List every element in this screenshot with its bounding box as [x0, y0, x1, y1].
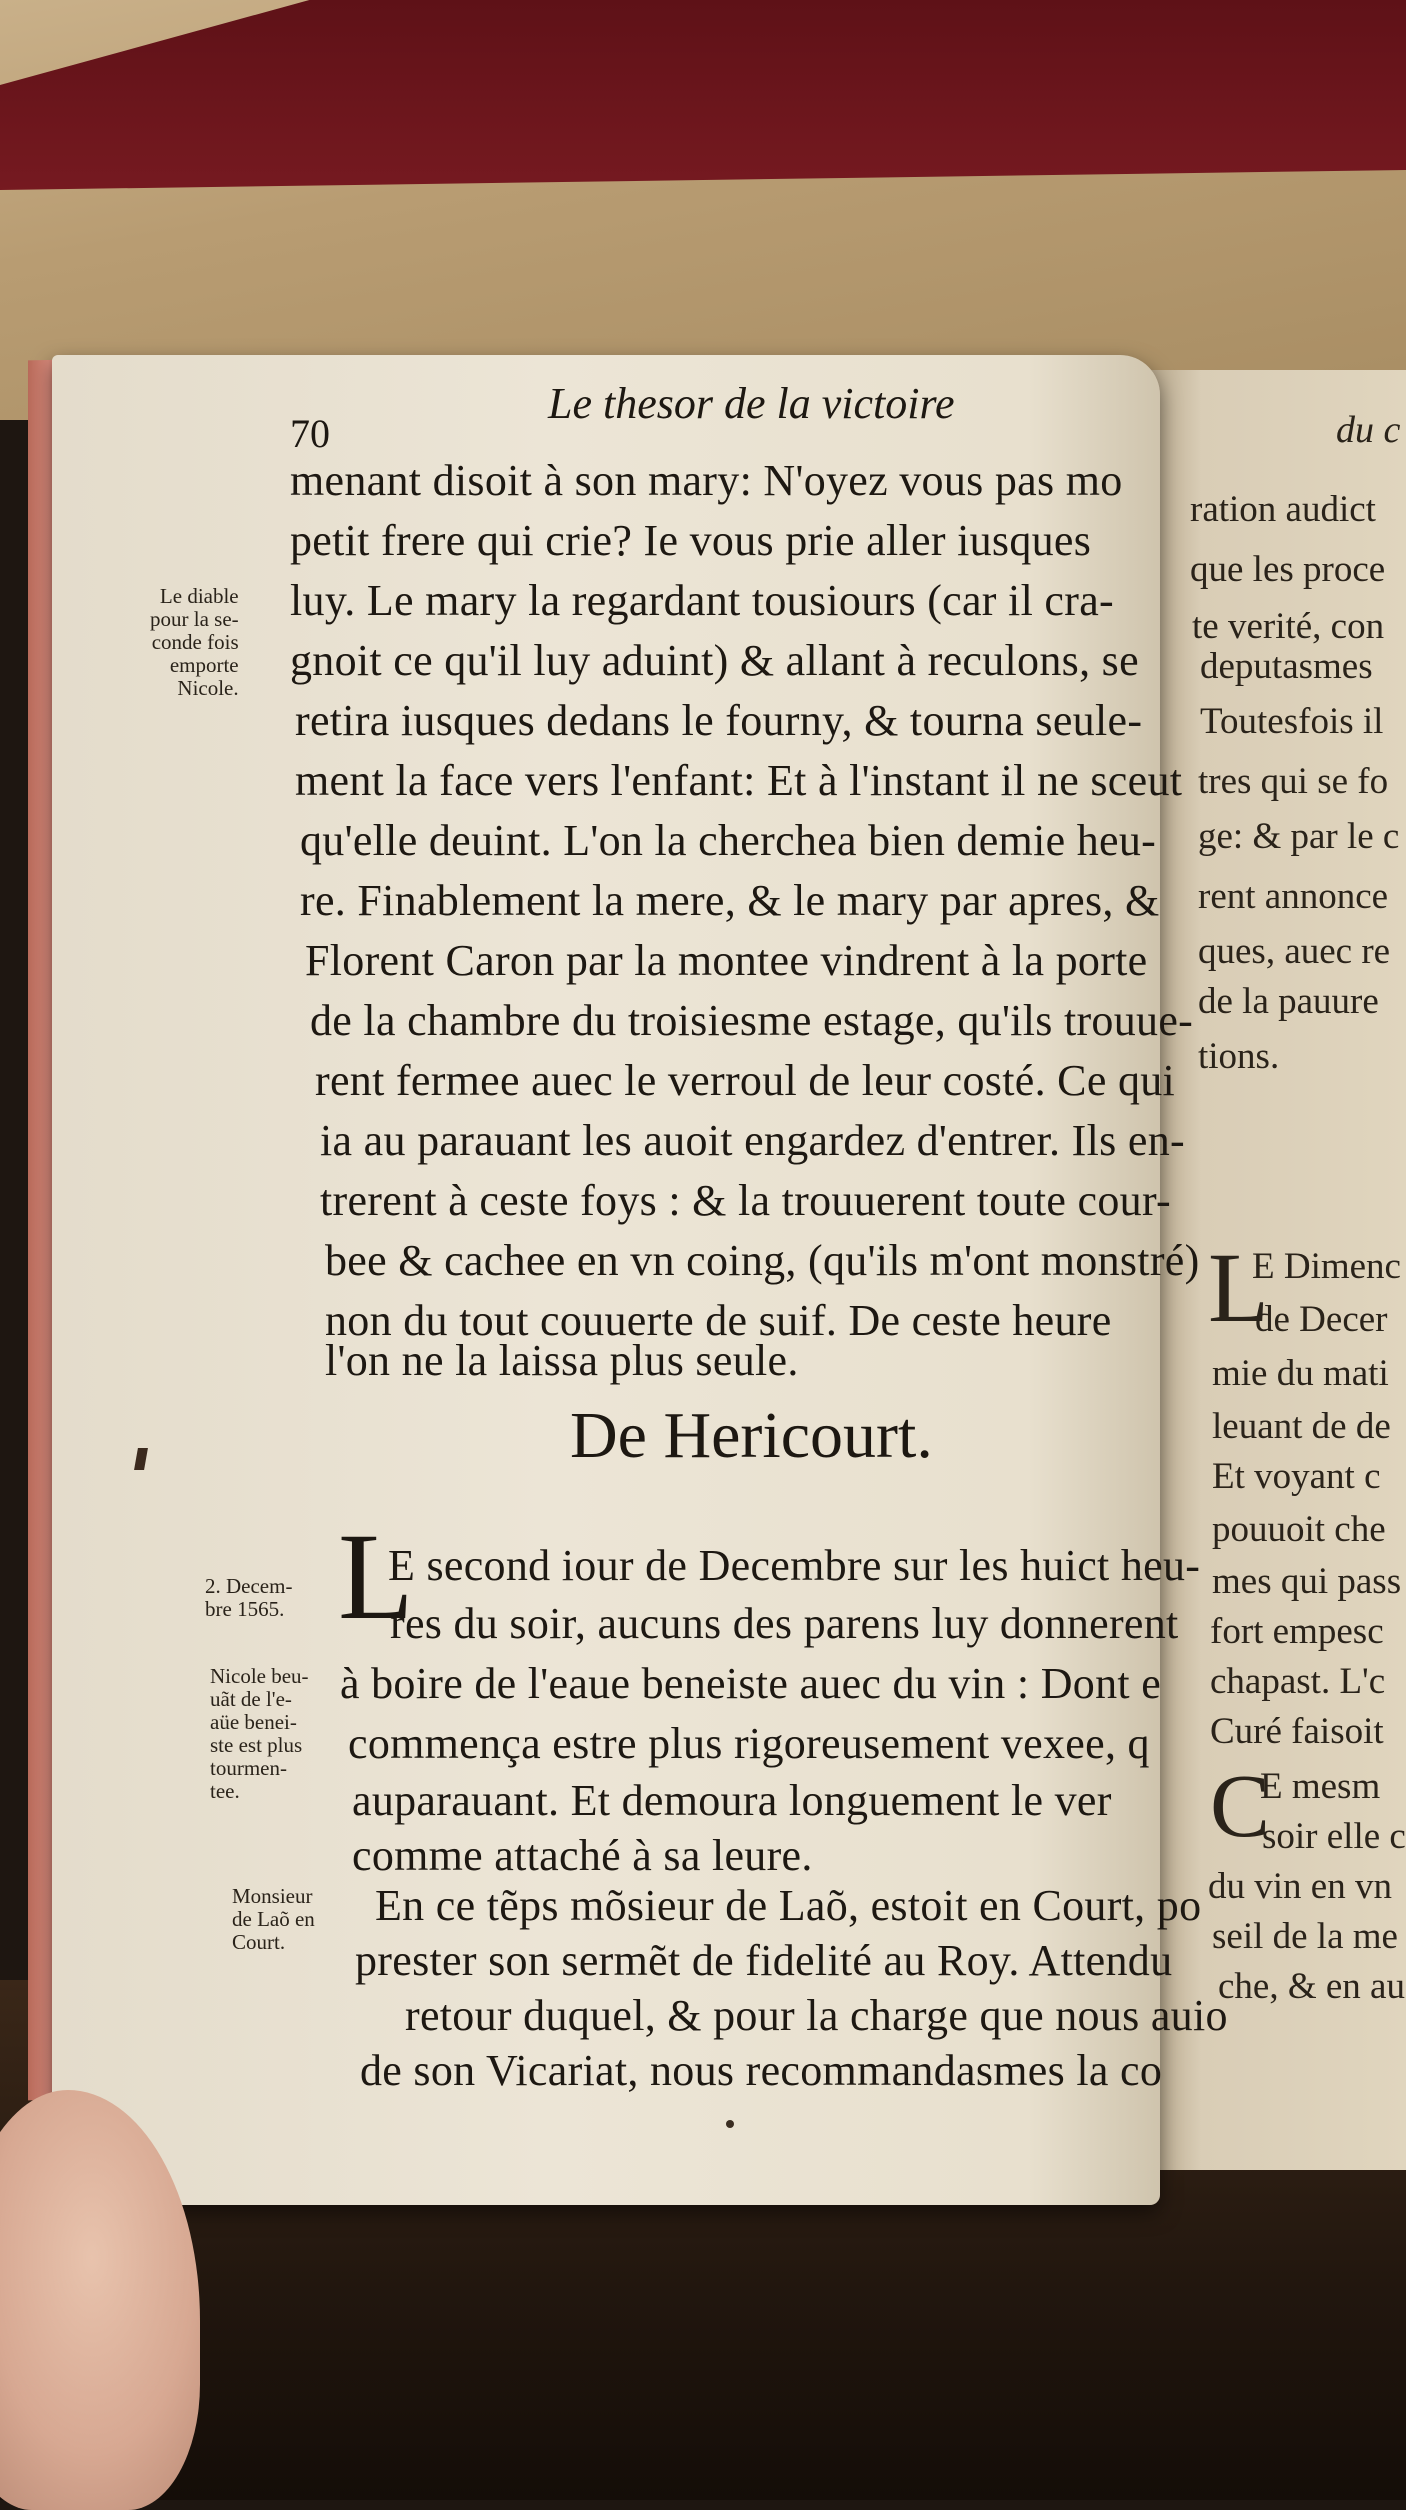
body-line: de son Vicariat, nous recommandasmes la co — [360, 2046, 1163, 2095]
body-line: E second iour de Decembre sur les huict heu- — [388, 1541, 1201, 1590]
body-line: rent fermee auec le verroul de leur costé. Ce qui — [315, 1056, 1176, 1105]
body-line: trerent à ceste foys : & la trouuerent toute cour- — [320, 1176, 1171, 1225]
right-line: che, & en au — [1218, 1966, 1405, 2007]
right-drop-cap: C — [1210, 1757, 1271, 1856]
right-line: seil de la me — [1212, 1916, 1398, 1957]
right-line: ques, auec re — [1198, 931, 1391, 972]
body-line: qu'elle deuint. L'on la cherchea bien demie heu- — [300, 816, 1157, 865]
body-line: bee & cachee en vn coing, (qu'ils m'ont monstré) — [325, 1236, 1200, 1285]
body-line: ment la face vers l'enfant: Et à l'instant il ne sceut — [295, 756, 1183, 805]
margin-note: Monsieur de Laõ en Court. — [232, 1884, 315, 1954]
ink-dot — [726, 2120, 734, 2128]
body-line: de la chambre du troisiesme estage, qu'ils trouue- — [310, 996, 1194, 1045]
right-line: E mesm — [1260, 1766, 1381, 1807]
right-line: ration audict — [1190, 489, 1376, 530]
body-line: re. Finablement la mere, & le mary par apres, & — [300, 876, 1160, 925]
right-line: ge: & par le c — [1198, 816, 1400, 857]
margin-note: 2. Decem- bre 1565. — [205, 1574, 293, 1621]
margin-note: Le diable pour la se- conde fois emporte Nicole. — [150, 584, 239, 700]
page-number: 70 — [290, 411, 330, 456]
right-line: chapast. L'c — [1210, 1661, 1386, 1702]
right-line: rent annonce — [1198, 876, 1389, 917]
right-line: E Dimenc — [1252, 1246, 1401, 1287]
right-line: tions. — [1198, 1036, 1280, 1077]
body-line: retira iusques dedans le fourny, & tourna seule- — [295, 696, 1143, 745]
right-line: mes qui pass — [1212, 1561, 1402, 1602]
right-line: te verité, con — [1192, 606, 1385, 647]
body-line: prester son sermẽt de fidelité au Roy. Attendu — [355, 1936, 1173, 1985]
drop-cap: L — [338, 1508, 414, 1645]
right-line: de la pauure — [1198, 981, 1379, 1022]
running-head: Le thesor de la victoire — [548, 379, 955, 428]
body-line: retour duquel, & pour la charge que nous auio — [405, 1991, 1228, 2040]
right-line: deputasmes — [1200, 646, 1373, 687]
body-line: luy. Le mary la regardant tousiours (car il cra- — [290, 576, 1114, 625]
right-line: de Decer — [1255, 1299, 1388, 1340]
right-line: du vin en vn — [1208, 1866, 1392, 1907]
right-line: Toutesfois il — [1200, 701, 1384, 742]
body-line: l'on ne la laissa plus seule. — [325, 1336, 799, 1385]
right-line: leuant de de — [1212, 1406, 1391, 1447]
right-line: Curé faisoit — [1210, 1711, 1384, 1752]
body-line: à boire de l'eaue beneiste auec du vin : Dont e — [340, 1659, 1162, 1708]
right-drop-cap: L — [1208, 1232, 1270, 1343]
right-running-head: du c — [1336, 409, 1401, 451]
right-line: soir elle c — [1262, 1816, 1406, 1857]
body-line: menant disoit à son mary: N'oyez vous pas mo — [290, 456, 1123, 505]
body-line: auparauant. Et demoura longuement le ver — [352, 1776, 1112, 1825]
body-line: Florent Caron par la montee vindrent à la porte — [305, 936, 1148, 985]
body-line: ia au parauant les auoit engardez d'entrer. Ils en- — [320, 1116, 1185, 1165]
right-line: Et voyant c — [1212, 1456, 1381, 1497]
right-line: mie du mati — [1212, 1353, 1389, 1394]
body-line: petit frere qui crie? Ie vous prie aller iusques — [290, 516, 1092, 565]
body-line: comme attaché à sa leure. — [352, 1831, 813, 1880]
right-line: tres qui se fo — [1198, 761, 1389, 802]
body-line: commença estre plus rigoreusement vexee, q — [348, 1719, 1150, 1768]
body-line: non du tout couuerte de suif. De ceste heure — [325, 1296, 1112, 1345]
section-heading: De Hericourt. — [570, 1399, 933, 1472]
right-line: pouuoit che — [1212, 1509, 1386, 1550]
body-line: En ce tẽps mõsieur de Laõ, estoit en Court, po — [375, 1881, 1202, 1930]
body-line: gnoit ce qu'il luy aduint) & allant à reculons, se — [290, 636, 1139, 685]
margin-note: Nicole beu- uãt de l'e- aüe benei- ste est plus tourmen- tee. — [210, 1664, 309, 1803]
right-line: que les proce — [1190, 549, 1386, 590]
right-line: fort empesc — [1210, 1611, 1384, 1652]
body-line: res du soir, aucuns des parens luy donnerent — [390, 1599, 1179, 1648]
